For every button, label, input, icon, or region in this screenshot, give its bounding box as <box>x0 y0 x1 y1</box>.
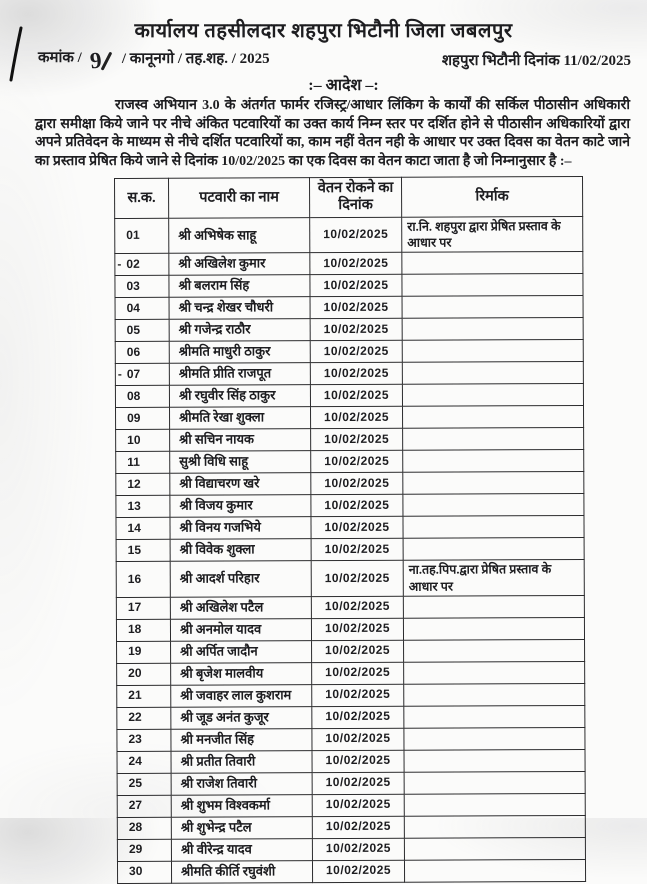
serial-number-cell <box>116 562 170 598</box>
salary-stop-date-cell: 10/02/2025 <box>310 341 402 363</box>
remark-cell <box>403 617 584 640</box>
salary-stop-date-cell: 10/02/2025 <box>310 217 402 253</box>
patwari-name-cell: श्री बलराम सिंह <box>169 275 310 298</box>
patwari-name-cell: श्री आदर्श परिहार <box>170 561 311 597</box>
serial-number: 04 <box>127 301 140 315</box>
patwari-name-cell: श्रीमति प्रीति राजपूत <box>169 363 310 386</box>
serial-number-cell <box>116 496 170 518</box>
patwari-name-cell: श्री जूड अनंत कुजूर <box>171 706 312 729</box>
salary-stop-date-cell: 10/02/2025 <box>312 838 404 860</box>
serial-number: 19 <box>128 644 141 658</box>
remark-cell <box>404 683 585 706</box>
table-row <box>116 428 584 452</box>
salary-stop-date-cell: 10/02/2025 <box>311 618 403 640</box>
salary-stop-date-cell: 10/02/2025 <box>311 451 403 473</box>
salary-stop-date-cell: 10/02/2025 <box>310 253 402 275</box>
pen-dash-mark: - <box>117 258 126 272</box>
serial-number: 08 <box>127 389 140 403</box>
serial-number-cell <box>116 540 170 562</box>
patwari-name-cell: श्री जवाहर लाल कुशराम <box>171 684 312 707</box>
table-row <box>117 639 585 663</box>
table-row <box>116 538 584 562</box>
serial-number-cell <box>117 861 171 883</box>
order-body-paragraph: राजस्व अभियान 3.0 के अंतर्गत फार्मर रजिस्ट्र/आधार लिंकिग के कार्यों की सर्किल पीठासीन अधिकारी द्वारा समीक्षा किये जाने पर नीचे अंकित पटवारियों का उक्त कार्य निम्न स्तर पर दर्शित होने से पीठासीन अधिकारियों द्वारा अपने प्रतिवेदन के माध्यम से नीचे दर्शित पटवारियों का, काम नहीं वेतन नही के आधार पर उक्त दिवस का वेतन काटे जाने का प्रस्ताव प्रेषित किये जाने से दिनांक 10/02/2025 का एक दिवस का वेतन काटा जाता है जो निम्नानुसार है :– <box>35 97 630 171</box>
serial-number-cell <box>117 751 171 773</box>
patwari-name-cell: श्री प्रतीत तिवारी <box>171 750 312 773</box>
serial-number: 03 <box>126 279 139 293</box>
patwari-name-cell: श्री शुभेन्द्र पटैल <box>171 816 312 839</box>
remark-cell <box>402 274 583 297</box>
patwari-name-cell: श्री बृजेश मालवीय <box>171 662 312 685</box>
handwritten-slash-stroke <box>101 52 112 71</box>
serial-number-cell <box>115 254 169 276</box>
place-and-date: शहपुरा भिटौनी दिनांक 11/02/2025 <box>442 50 631 70</box>
serial-number: 01 <box>126 228 139 242</box>
serial-number: 15 <box>128 543 141 557</box>
salary-stop-date-cell: 10/02/2025 <box>311 596 403 618</box>
remark-cell <box>403 538 584 561</box>
serial-number: 21 <box>128 688 141 702</box>
table-row <box>117 837 585 861</box>
order-heading: :– आदेश –: <box>40 73 647 95</box>
remark-cell <box>404 661 585 684</box>
patwari-name-cell: श्रीमति कीर्ति रघुवंशी <box>171 860 312 883</box>
remark-cell <box>404 727 585 750</box>
serial-number-cell <box>116 408 170 430</box>
salary-stop-date-cell: 10/02/2025 <box>311 473 403 495</box>
serial-number-cell <box>117 641 171 663</box>
table-row <box>116 516 584 540</box>
salary-stop-date-cell: 10/02/2025 <box>311 561 403 597</box>
patwari-name-cell: श्री सचिन नायक <box>170 429 311 452</box>
serial-number: 30 <box>129 864 142 878</box>
salary-stop-date-cell: 10/02/2025 <box>311 495 403 517</box>
table-row <box>115 252 583 276</box>
patwari-name-cell: श्री अर्पित जादौन <box>171 640 312 663</box>
table-row <box>115 274 583 298</box>
serial-number-cell <box>115 364 169 386</box>
salary-stop-date-cell: 10/02/2025 <box>310 319 402 341</box>
serial-number-cell <box>117 685 171 707</box>
remark-cell <box>402 384 583 407</box>
serial-number: 14 <box>127 521 140 535</box>
salary-stop-date-cell: 10/02/2025 <box>311 407 403 429</box>
remark-cell <box>404 749 585 772</box>
patwari-name-cell: सुश्री विधि साहू <box>170 451 311 474</box>
table-row <box>115 362 583 386</box>
patwari-name-cell: श्री विद्याचरण खरे <box>170 473 311 496</box>
salary-stop-date-cell: 10/02/2025 <box>312 728 404 750</box>
serial-number: 02 <box>126 257 139 271</box>
serial-number-cell <box>117 817 171 839</box>
serial-number: 11 <box>127 455 140 469</box>
table-row <box>116 617 584 641</box>
serial-number: 28 <box>129 820 142 834</box>
office-title: कार्यालय तहसीलदार शहपुरा भिटौनी जिला जबलपुर <box>10 16 637 43</box>
table-header-row <box>115 176 583 218</box>
remark-cell <box>402 252 583 275</box>
salary-stop-date-cell: 10/02/2025 <box>310 275 402 297</box>
remark-cell: रा.नि. शहपुरा द्वारा प्रेषित प्रस्ताव के आधार पर <box>402 216 583 252</box>
serial-number-cell <box>117 795 171 817</box>
table-row <box>116 560 584 598</box>
remark-cell <box>404 771 585 794</box>
remark-cell <box>403 450 584 473</box>
table-row <box>117 859 585 883</box>
salary-stop-date-cell: 10/02/2025 <box>312 750 404 772</box>
patwari-salary-table <box>114 176 586 884</box>
table-row <box>116 472 584 496</box>
table-row <box>117 815 585 839</box>
serial-number-cell <box>116 452 170 474</box>
table-row <box>117 771 585 795</box>
patwari-name-cell: श्री शुभम विश्वकर्मा <box>171 794 312 817</box>
serial-number-cell <box>116 430 170 452</box>
patwari-name-cell: श्री विवेक शुक्ला <box>170 539 311 562</box>
salary-stop-date-cell: 10/02/2025 <box>312 772 404 794</box>
serial-number-cell <box>116 597 170 619</box>
serial-number-cell <box>117 839 171 861</box>
table-row <box>117 793 585 817</box>
serial-number: 16 <box>128 572 141 586</box>
serial-number: 20 <box>128 666 141 680</box>
salary-stop-date-cell: 10/02/2025 <box>312 860 404 882</box>
table-row <box>117 683 585 707</box>
serial-number: 07 <box>127 367 140 381</box>
table-row <box>116 595 584 619</box>
serial-number-cell <box>116 474 170 496</box>
table-row <box>116 450 584 474</box>
serial-number: 13 <box>127 499 140 513</box>
serial-number-cell <box>117 773 171 795</box>
table-row <box>115 384 583 408</box>
patwari-name-cell: श्री अभिषेक साहू <box>169 217 310 253</box>
patwari-name-cell: श्री मनजीत सिंह <box>171 728 312 751</box>
serial-number-cell <box>117 729 171 751</box>
remark-cell <box>404 815 585 838</box>
serial-number: 22 <box>128 710 141 724</box>
serial-number: 10 <box>127 433 140 447</box>
salary-stop-date-cell: 10/02/2025 <box>311 539 403 561</box>
patwari-name-cell: श्रीमति माधुरी ठाकुर <box>169 341 310 364</box>
remark-cell <box>403 472 584 495</box>
salary-stop-date-cell: 10/02/2025 <box>310 363 402 385</box>
table-row <box>116 406 584 430</box>
reference-line <box>0 47 647 73</box>
header-serial-number: स.क. <box>115 178 169 218</box>
salary-stop-date-cell: 10/02/2025 <box>311 429 403 451</box>
salary-stop-date-cell: 10/02/2025 <box>310 385 402 407</box>
remark-cell <box>404 837 585 860</box>
serial-number: 05 <box>127 323 140 337</box>
serial-number: 24 <box>129 754 142 768</box>
remark-cell <box>403 494 584 517</box>
reference-suffix: / कानूनगो / तह.शह. / 2025 <box>122 48 270 68</box>
remark-cell <box>402 340 583 363</box>
serial-number: 18 <box>128 622 141 636</box>
serial-number-cell <box>115 218 169 254</box>
remark-cell <box>402 296 583 319</box>
salary-stop-date-cell: 10/02/2025 <box>311 517 403 539</box>
remark-cell <box>403 516 584 539</box>
remark-cell <box>403 428 584 451</box>
serial-number: 12 <box>127 477 140 491</box>
table-row <box>117 727 585 751</box>
patwari-name-cell: श्री अनमोल यादव <box>170 618 311 641</box>
table-row <box>117 705 585 729</box>
salary-stop-date-cell: 10/02/2025 <box>312 662 404 684</box>
serial-number: 27 <box>129 798 142 812</box>
remark-cell <box>402 362 583 385</box>
patwari-name-cell: श्री विजय कुमार <box>170 495 311 518</box>
serial-number-cell <box>116 518 170 540</box>
patwari-name-cell: श्री वीरेन्द्र यादव <box>171 838 312 861</box>
patwari-name-cell: श्रीमति रेखा शुक्ला <box>170 407 311 430</box>
salary-stop-date-cell: 10/02/2025 <box>312 816 404 838</box>
serial-number: 23 <box>128 732 141 746</box>
reference-label: कमांक / <box>38 47 82 67</box>
remark-cell <box>402 318 583 341</box>
patwari-name-cell: श्री विनय गजभिये <box>170 517 311 540</box>
header-remark: रिर्माक <box>401 176 582 217</box>
serial-number: 17 <box>128 600 141 614</box>
remark-cell: ना.तह.पिप.द्वारा प्रेषित प्रस्ताव के आधार पर <box>403 560 584 596</box>
table-row <box>115 318 583 342</box>
table-row <box>117 661 585 685</box>
remark-cell <box>404 793 585 816</box>
serial-number-cell <box>117 707 171 729</box>
serial-number-cell <box>115 276 169 298</box>
patwari-name-cell: श्री गजेन्द्र राठौर <box>169 319 310 342</box>
table-row <box>115 296 583 320</box>
salary-stop-date-cell: 10/02/2025 <box>312 706 404 728</box>
patwari-name-cell: श्री राजेश तिवारी <box>171 772 312 795</box>
handwritten-number: 9 <box>89 48 103 72</box>
patwari-name-cell: श्री अखिलेश कुमार <box>169 253 310 276</box>
serial-number-cell <box>115 342 169 364</box>
serial-number-cell <box>117 663 171 685</box>
table-row <box>117 749 585 773</box>
remark-cell <box>404 859 585 882</box>
table-row <box>115 340 583 364</box>
patwari-name-cell: श्री रघुवीर सिंह ठाकुर <box>169 385 310 408</box>
serial-number: 25 <box>129 776 142 790</box>
remark-cell <box>402 406 583 429</box>
pen-dash-mark: - <box>118 368 127 382</box>
salary-stop-date-cell: 10/02/2025 <box>312 640 404 662</box>
serial-number-cell <box>115 386 169 408</box>
serial-number: 06 <box>127 345 140 359</box>
serial-number: 09 <box>127 411 140 425</box>
salary-stop-date-cell: 10/02/2025 <box>312 794 404 816</box>
table-row <box>115 216 583 254</box>
salary-stop-date-cell: 10/02/2025 <box>310 297 402 319</box>
header-salary-stop-date: वेतन रोकने का दिनांक <box>310 177 402 217</box>
serial-number-cell <box>115 298 169 320</box>
reference-number <box>38 47 270 72</box>
remark-cell <box>404 705 585 728</box>
table-row <box>116 494 584 518</box>
header-patwari-name: पटवारी का नाम <box>169 178 310 218</box>
serial-number: 29 <box>129 842 142 856</box>
serial-number-cell <box>115 320 169 342</box>
patwari-name-cell: श्री अखिलेश पटैल <box>170 596 311 619</box>
remark-cell <box>403 595 584 618</box>
remark-cell <box>404 639 585 662</box>
table-body <box>115 216 586 883</box>
salary-stop-date-cell: 10/02/2025 <box>312 684 404 706</box>
serial-number-cell <box>116 619 170 641</box>
patwari-name-cell: श्री चन्द्र शेखर चौधरी <box>169 297 310 320</box>
